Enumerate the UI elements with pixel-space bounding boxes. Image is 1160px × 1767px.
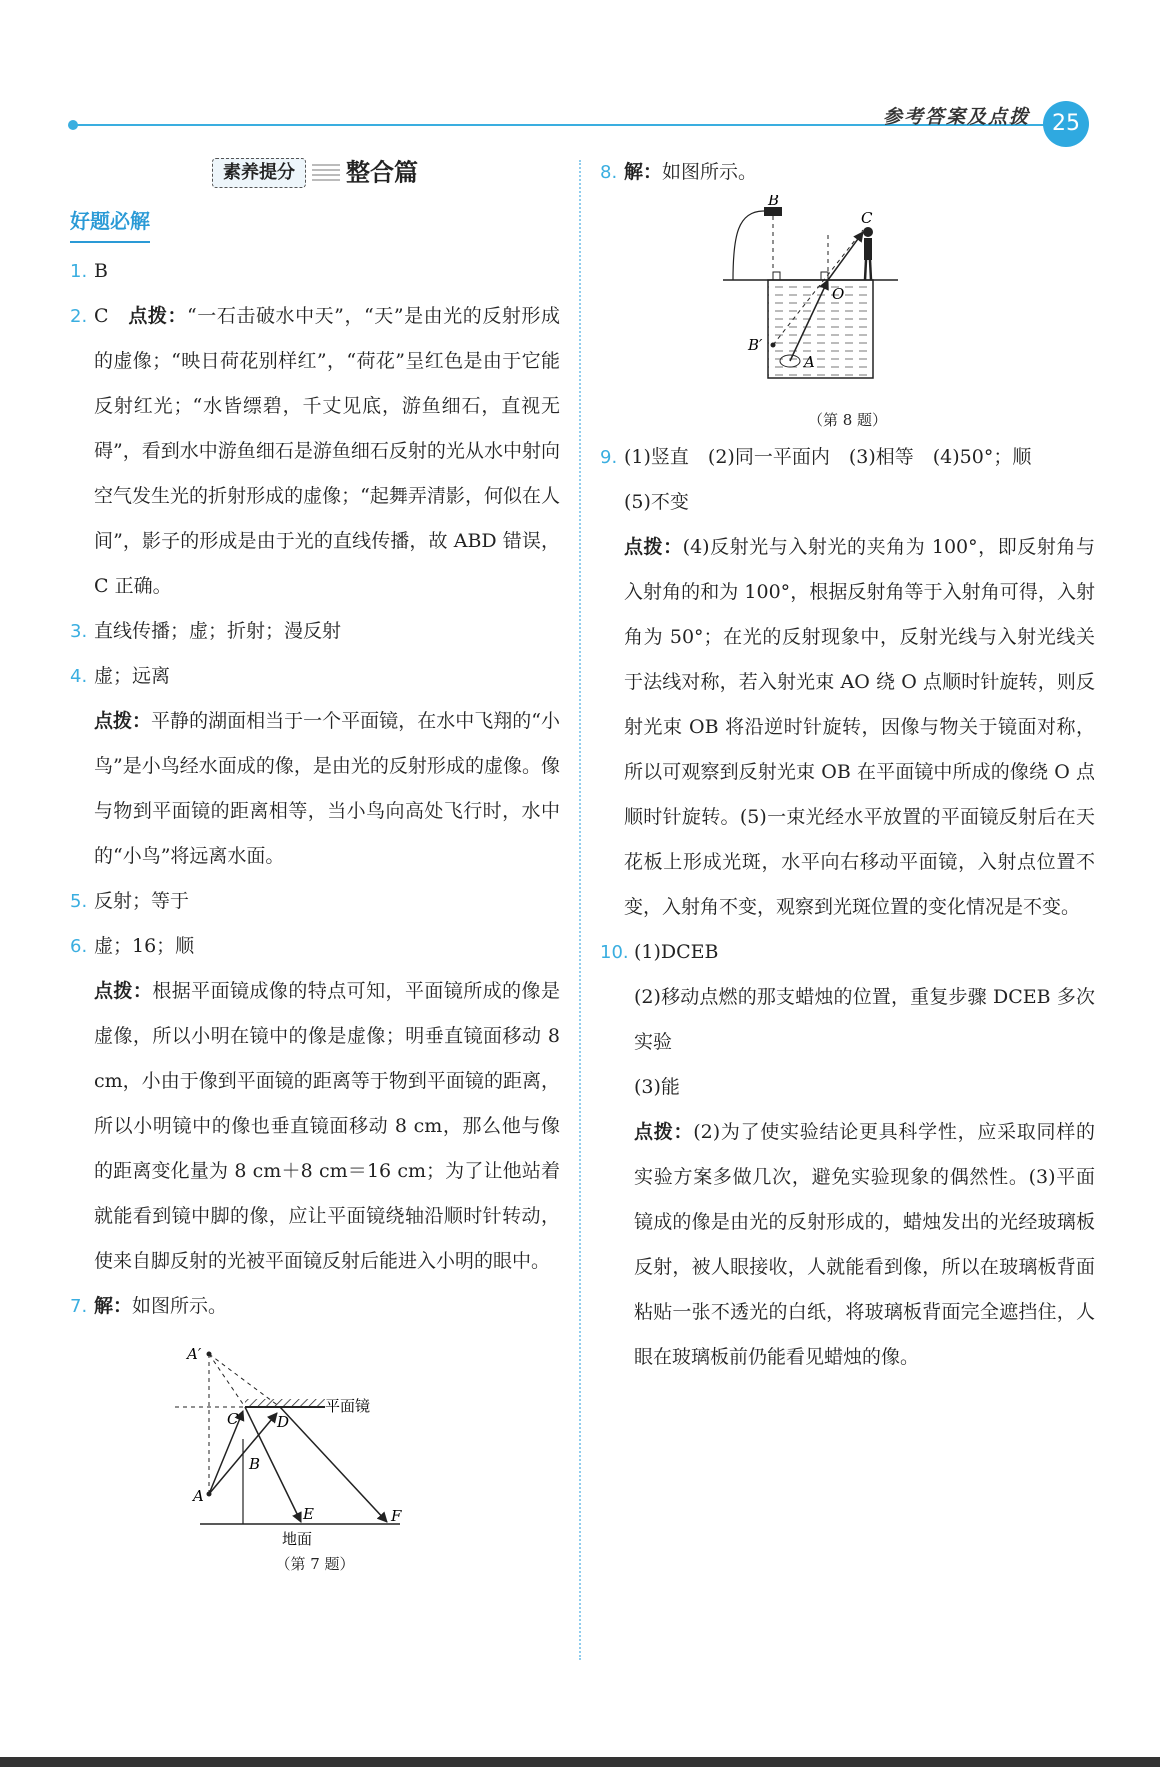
mirror-hatching [245,1399,325,1407]
question-6 [70,924,560,1284]
question-number: 8. [600,162,618,183]
question-7 [70,1284,560,1329]
page-number: 25 [1043,101,1089,147]
answer-part-3: (3)能 [634,1076,680,1098]
section-title [70,150,560,200]
section-heading: 整合篇 [346,158,418,187]
ground-label: 地面 [282,1530,313,1548]
answer-text: C [94,305,109,327]
question-3 [70,609,560,654]
label-c: C [860,209,872,227]
question-8 [600,150,1095,195]
tip-text: “一石击破水中天”，“天”是由光的反射形成的虚像；“映日荷花别样红”，“荷花”呈红色是由于它能反射红光；“水皆缥碧，千丈见底，游鱼细石，直视无碍”，看到水中游鱼细石是游鱼细石反射的光从水中射向空气发生光的折射形成的虚像；“起舞弄清影，何似在人间”，影子的形成是由于光的直线传播，故 ABD 错误，C 正确。 [94,305,560,597]
stripes-decoration [312,164,340,182]
tip-label: 点拨： [634,1121,694,1143]
label-f: F [391,1507,402,1525]
question-number: 6. [70,936,88,957]
question-number: 2. [70,306,88,327]
label-b: B [249,1455,261,1473]
figure-8 [600,195,1095,435]
label-c: C [227,1410,239,1428]
figure-8-diagram [718,195,978,405]
right-column [600,150,1095,1380]
answer-line-1: (1)竖直 (2)同一平面内 (3)相等 (4)50°；顺 [624,446,1032,468]
answer-line-2: (5)不变 [624,491,689,513]
answer-part-2: (2)移动点燃的那支蜡烛的位置，重复步骤 DCEB 多次实验 [634,986,1095,1053]
tip-text: (4)反射光与入射光的夹角为 100°，即反射角与入射角的和为 100°，根据反射角等于入射角可得，入射角为 50°；在光的反射现象中，反射光线与入射光线关于法线对称，若入射光束 AO 绕 O 点顺时针旋转，则反射光束 OB 将沿逆时针旋转，因像与物关于镜面对称，所以可观察到反射光束 OB 在平面镜中所成的像绕 O 点顺时针旋转。(5)一束光经水平放置的平面镜反射后在天花板上形成光斑，水平向右移动平面镜，入射点位置不变，入射角不变，观察到光斑位置的变化情况是不变。 [624,536,1095,918]
lamp-arm [733,211,764,280]
ray-o-c [828,232,863,280]
question-2 [70,294,560,609]
tip-text: 根据平面镜成像的特点可知，平面镜所成的像是虚像，所以小明在镜中的像是虚像；明垂直镜面移动 8 cm，小由于像到平面镜的距离等于物到平面镜的距离，所以小明镜中的像也垂直镜面移动 8 cm，那么他与像的距离变化量为 8 cm＋8 cm＝16 cm；为了让他站着就能看到镜中脚的像，应让平面镜绕轴沿顺时针转动，使来自脚反射的光被平面镜反射后能进入小明的眼中。 [94,980,560,1272]
question-number: 5. [70,891,88,912]
tip-label: 点拨： [94,710,152,732]
answer-text: 反射；等于 [94,890,190,912]
tip-text: (2)为了使实验结论更具科学性，应采取同样的实验方案多做几次，避免实验现象的偶然性。(3)平面镜成的像是由光的反射形成的，蜡烛发出的光经玻璃板反射，被人眼接收，人就能看到像，所以在玻璃板背面粘贴一张不透光的白纸，将玻璃板背面完全遮挡住，人眼在玻璃板前仍能看见蜡烛的像。 [634,1121,1095,1368]
label-o: O [831,285,844,303]
label-a: A [193,1487,204,1505]
answer-text: 如图所示。 [132,1295,228,1317]
label-b: B [767,195,779,209]
question-9 [600,435,1095,930]
person-body [864,238,872,260]
answer-part-1: (1)DCEB [634,941,719,963]
question-10 [600,930,1095,1380]
tip-label: 点拨： [128,305,188,327]
figure-7-diagram [165,1329,465,1549]
right-angle-b [773,272,780,280]
question-number: 9. [600,447,618,468]
question-4 [70,654,560,879]
answer-text: 如图所示。 [662,161,758,183]
label-d: D [277,1413,290,1431]
tip-label: 点拨： [624,536,683,558]
mirror-label: 平面镜 [325,1397,371,1415]
question-number: 1. [70,261,88,282]
answer-text: 虚；16；顺 [94,935,195,957]
dashed-ray-c [209,1354,245,1407]
tip-text: 平静的湖面相当于一个平面镜，在水中飞翔的“小鸟”是小鸟经水面成的像，是由光的反射形成的虚像。像与物到平面镜的距离相等，当小鸟向高处飞行时，水中的“小鸟”将远离水面。 [94,710,560,867]
person-head [863,227,873,237]
label-a-prime: A′ [187,1345,202,1363]
question-number: 7. [70,1296,88,1317]
figure-7 [70,1329,560,1579]
label-a: A [803,353,815,371]
header-title: 参考答案及点拨 [882,106,1030,128]
solution-label: 解： [94,1295,133,1317]
answer-text: B [94,260,108,282]
solution-label: 解： [624,161,663,183]
dashed-ray-d [209,1354,280,1407]
column-divider [579,160,581,1660]
figure-7-caption: （第 7 题） [275,1555,355,1573]
question-number: 10. [600,942,629,963]
tip-label: 点拨： [94,980,153,1002]
subheading: 好题必解 [70,201,150,243]
answer-text: 直线传播；虚；折射；漫反射 [94,620,342,642]
figure-8-caption: （第 8 题） [807,411,888,429]
question-5 [70,879,560,924]
answer-text: 虚；远离 [94,665,171,687]
ray-d-f [280,1407,387,1522]
question-1 [70,249,560,294]
left-column [70,150,560,1579]
label-e: E [303,1505,314,1523]
section-badge: 素养提分 [212,158,306,188]
question-number: 4. [70,666,88,687]
question-number: 3. [70,621,88,642]
bottom-bar [0,1757,1160,1767]
label-b-prime: B′ [747,336,762,354]
